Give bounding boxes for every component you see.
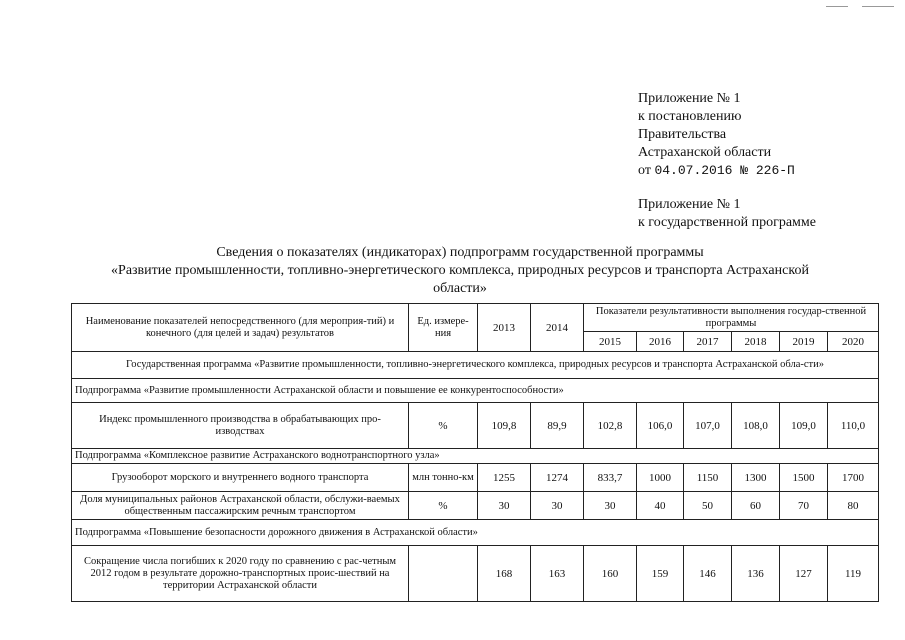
value-cell: 107,0 bbox=[684, 403, 732, 449]
header-year: 2020 bbox=[828, 332, 879, 352]
value-cell: 110,0 bbox=[828, 403, 879, 449]
appendix-date bbox=[638, 162, 888, 180]
table-header-row bbox=[72, 304, 879, 332]
indicator-name: Индекс промышленного производства в обрабатывающих про-изводствах bbox=[72, 403, 409, 449]
value-cell: 160 bbox=[584, 546, 637, 602]
top-edge-mark bbox=[862, 6, 894, 7]
table-row bbox=[72, 403, 879, 449]
value-cell: 89,9 bbox=[531, 403, 584, 449]
indicator-name: Сокращение числа погибших к 2020 году по сравнению с рас-четным 2012 годом в результате дорожно-транспортных проис-шествий на территории Астраханской области bbox=[72, 546, 409, 602]
appendix-line: к постановлению bbox=[638, 109, 742, 124]
top-edge-mark bbox=[826, 6, 848, 7]
value-cell: 1150 bbox=[684, 464, 732, 492]
value-cell: 163 bbox=[531, 546, 584, 602]
header-unit: Ед. измере-ния bbox=[409, 304, 478, 352]
state-program-row: Государственная программа «Развитие промышленности, топливно-энергетического комплекса, природных ресурсов и транспорта Астраханской обла-сти» bbox=[72, 352, 879, 379]
subprogram-row: Подпрограмма «Повышение безопасности дорожного движения в Астраханской области» bbox=[72, 520, 879, 546]
value-cell: 136 bbox=[732, 546, 780, 602]
title-line: области» bbox=[433, 281, 487, 296]
table-row bbox=[72, 546, 879, 602]
value-cell: 60 bbox=[732, 492, 780, 520]
table-row bbox=[72, 352, 879, 379]
value-cell: 159 bbox=[637, 546, 684, 602]
title-line: Сведения о показателях (индикаторах) подпрограмм государственной программы bbox=[216, 245, 704, 260]
value-cell: 1274 bbox=[531, 464, 584, 492]
appendix-line: Правительства bbox=[638, 127, 727, 142]
document-title bbox=[60, 244, 860, 298]
appendix-line: Астраханской области bbox=[638, 145, 772, 160]
value-cell: 108,0 bbox=[732, 403, 780, 449]
value-cell: 119 bbox=[828, 546, 879, 602]
subprogram-row: Подпрограмма «Комплексное развитие Астраханского воднотранспортного узла» bbox=[72, 449, 879, 464]
value-cell: 1300 bbox=[732, 464, 780, 492]
value-cell: 168 bbox=[478, 546, 531, 602]
indicator-name: Грузооборот морского и внутреннего водного транспорта bbox=[72, 464, 409, 492]
value-cell: 30 bbox=[478, 492, 531, 520]
header-year: 2016 bbox=[637, 332, 684, 352]
table-row bbox=[72, 464, 879, 492]
value-cell: 109,0 bbox=[780, 403, 828, 449]
appendix-line: к государственной программе bbox=[638, 215, 816, 230]
header-year: 2014 bbox=[531, 304, 584, 352]
value-cell: 833,7 bbox=[584, 464, 637, 492]
value-cell: 50 bbox=[684, 492, 732, 520]
value-cell: 1255 bbox=[478, 464, 531, 492]
value-cell: 127 bbox=[780, 546, 828, 602]
header-year: 2015 bbox=[584, 332, 637, 352]
header-year: 2018 bbox=[732, 332, 780, 352]
value-cell: 102,8 bbox=[584, 403, 637, 449]
value-cell: 146 bbox=[684, 546, 732, 602]
table-row bbox=[72, 492, 879, 520]
value-cell: 109,8 bbox=[478, 403, 531, 449]
indicator-unit: % bbox=[409, 492, 478, 520]
appendix-line: Приложение № 1 bbox=[638, 197, 741, 212]
title-line: «Развитие промышленности, топливно-энергетического комплекса, природных ресурсов и транспорта Астраханской bbox=[111, 263, 809, 278]
indicator-name: Доля муниципальных районов Астраханской области, обслужи-ваемых общественным пассажирским речным транспортом bbox=[72, 492, 409, 520]
header-year: 2013 bbox=[478, 304, 531, 352]
value-cell: 1700 bbox=[828, 464, 879, 492]
value-cell: 1500 bbox=[780, 464, 828, 492]
header-group: Показатели результативности выполнения государ-ственной программы bbox=[584, 304, 879, 332]
header-year: 2019 bbox=[780, 332, 828, 352]
appendix-line: Приложение № 1 bbox=[638, 91, 741, 106]
value-cell: 1000 bbox=[637, 464, 684, 492]
header-name: Наименование показателей непосредственного (для мероприя-тий) и конечного (для целей и задач) результатов bbox=[72, 304, 409, 352]
header-year: 2017 bbox=[684, 332, 732, 352]
date-number: 04.07.2016 № 226-П bbox=[654, 163, 795, 178]
table-row bbox=[72, 520, 879, 546]
appendix-block bbox=[638, 90, 888, 232]
value-cell: 30 bbox=[531, 492, 584, 520]
value-cell: 30 bbox=[584, 492, 637, 520]
indicator-unit bbox=[409, 546, 478, 602]
value-cell: 40 bbox=[637, 492, 684, 520]
table-row bbox=[72, 449, 879, 464]
date-prefix: от bbox=[638, 163, 651, 178]
value-cell: 106,0 bbox=[637, 403, 684, 449]
indicators-table bbox=[71, 303, 879, 602]
table-row bbox=[72, 379, 879, 403]
indicator-unit: млн тонно-км bbox=[409, 464, 478, 492]
value-cell: 80 bbox=[828, 492, 879, 520]
value-cell: 70 bbox=[780, 492, 828, 520]
subprogram-row: Подпрограмма «Развитие промышленности Астраханской области и повышение ее конкурентоспособности» bbox=[72, 379, 879, 403]
indicator-unit: % bbox=[409, 403, 478, 449]
